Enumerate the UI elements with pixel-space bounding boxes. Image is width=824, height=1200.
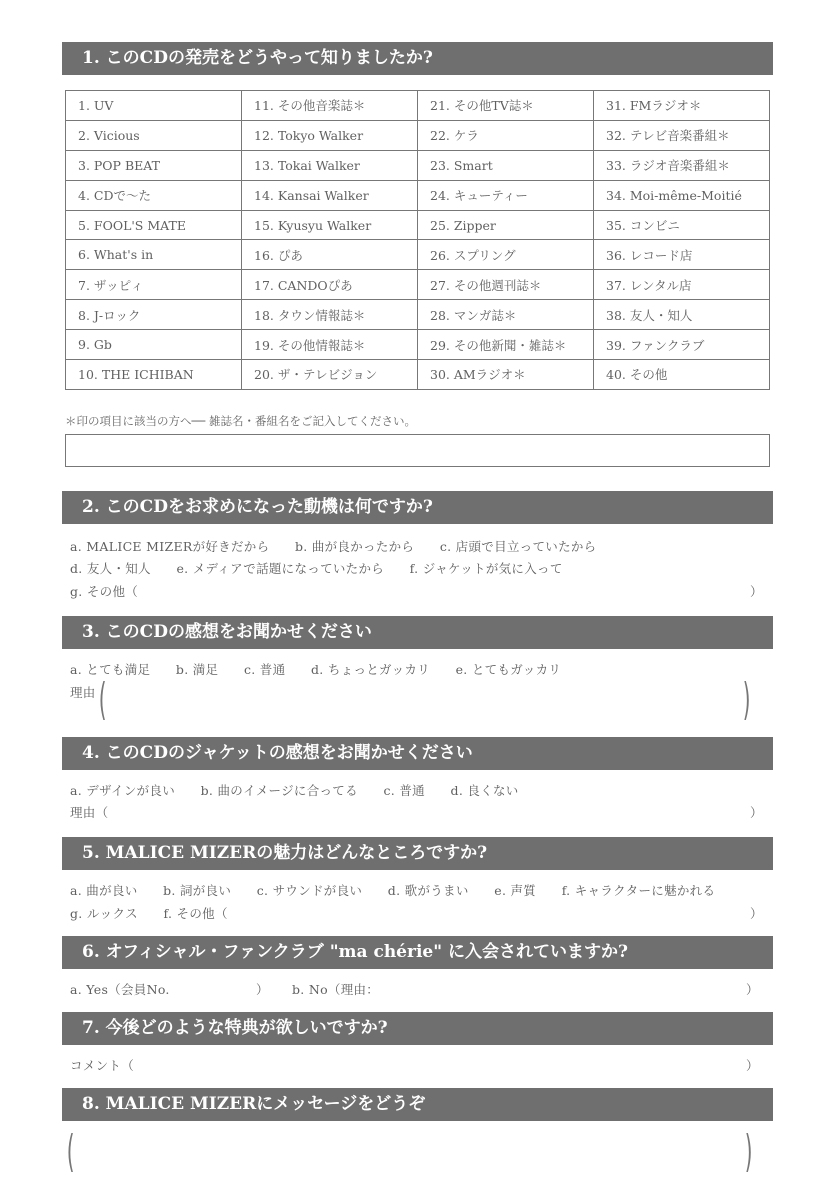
q1-option-cell[interactable]: 27. その他週刊誌＊	[418, 270, 594, 300]
q1-option-cell[interactable]: 16. ぴあ	[242, 240, 418, 270]
q1-option-cell[interactable]: 32. テレビ音楽番組＊	[594, 120, 770, 150]
q1-table-row	[66, 270, 770, 300]
q3-reason-open: (	[98, 674, 107, 725]
q1-option-cell[interactable]: 11. その他音楽誌＊	[242, 91, 418, 121]
q6-yes-close: ）	[256, 982, 269, 997]
q5-options-line-2[interactable]: g. ルックス f. その他（	[70, 906, 228, 921]
q6-header: 6. オフィシャル・ファンクラブ "ma chérie" に入会されていますか?	[62, 936, 773, 969]
q1-header: 1. このCDの発売をどうやって知りましたか?	[62, 42, 773, 75]
q1-option-cell[interactable]: 24. キューティー	[418, 180, 594, 210]
q1-table-row	[66, 150, 770, 180]
q1-option-cell[interactable]: 35. コンビニ	[594, 210, 770, 240]
q2-other[interactable]: g. その他（	[70, 584, 139, 599]
q2-options-line-1[interactable]: a. MALICE MIZERが好きだから b. 曲が良かったから c. 店頭で目立っていたから	[70, 539, 597, 554]
q1-table-row	[66, 360, 770, 390]
q1-option-cell[interactable]: 4. CDで〜た	[66, 180, 242, 210]
q1-table-row	[66, 300, 770, 330]
q1-option-cell[interactable]: 1. UV	[66, 91, 242, 121]
q1-option-cell[interactable]: 40. その他	[594, 360, 770, 390]
q1-table-row	[66, 120, 770, 150]
q1-table-row	[66, 240, 770, 270]
q1-note: ＊印の項目に該当の方へ── 雑誌名・番組名をご記入してください。	[65, 414, 416, 428]
q1-table-row	[66, 180, 770, 210]
q1-option-cell[interactable]: 9. Gb	[66, 330, 242, 360]
q4-reason[interactable]: 理由（	[70, 805, 109, 820]
q8-message-close: )	[744, 1126, 753, 1177]
q7-header: 7. 今後どのような特典が欲しいですか?	[62, 1012, 773, 1045]
q1-option-cell[interactable]: 21. その他TV誌＊	[418, 91, 594, 121]
q1-option-cell[interactable]: 8. J-ロック	[66, 300, 242, 330]
q1-option-cell[interactable]: 22. ケラ	[418, 120, 594, 150]
q6-yes-option[interactable]: a. Yes（会員No.	[70, 982, 170, 997]
q1-option-cell[interactable]: 2. Vicious	[66, 120, 242, 150]
q2-header: 2. このCDをお求めになった動機は何ですか?	[62, 491, 773, 524]
q1-option-cell[interactable]: 28. マンガ誌＊	[418, 300, 594, 330]
q8-message-open: (	[66, 1126, 75, 1177]
q1-option-cell[interactable]: 26. スプリング	[418, 240, 594, 270]
q1-option-cell[interactable]: 23. Smart	[418, 150, 594, 180]
q1-option-cell[interactable]: 14. Kansai Walker	[242, 180, 418, 210]
q1-table-row	[66, 330, 770, 360]
q6-no-close: ）	[746, 982, 759, 997]
q7-comment[interactable]: コメント（	[70, 1058, 135, 1073]
q1-option-cell[interactable]: 25. Zipper	[418, 210, 594, 240]
q1-option-cell[interactable]: 39. ファンクラブ	[594, 330, 770, 360]
q3-reason-close: )	[742, 674, 751, 725]
q3-options-line[interactable]: a. とても満足 b. 満足 c. 普通 d. ちょっとガッカリ e. とてもガッカリ	[70, 662, 562, 677]
q1-option-cell[interactable]: 37. レンタル店	[594, 270, 770, 300]
q5-header: 5. MALICE MIZERの魅力はどんなところですか?	[62, 837, 773, 870]
q1-option-cell[interactable]: 33. ラジオ音楽番組＊	[594, 150, 770, 180]
q6-no-option[interactable]: b. No（理由：	[292, 982, 380, 997]
q1-option-cell[interactable]: 6. What's in	[66, 240, 242, 270]
q2-other-close: ）	[750, 584, 763, 599]
q1-option-cell[interactable]: 19. その他情報誌＊	[242, 330, 418, 360]
q1-option-cell[interactable]: 13. Tokai Walker	[242, 150, 418, 180]
q3-header: 3. このCDの感想をお聞かせください	[62, 616, 773, 649]
q1-option-cell[interactable]: 36. レコード店	[594, 240, 770, 270]
q1-option-cell[interactable]: 5. FOOL'S MATE	[66, 210, 242, 240]
q1-option-cell[interactable]: 29. その他新聞・雑誌＊	[418, 330, 594, 360]
q1-option-cell[interactable]: 17. CANDOぴあ	[242, 270, 418, 300]
q1-option-cell[interactable]: 15. Kyusyu Walker	[242, 210, 418, 240]
q4-reason-close: ）	[750, 805, 763, 820]
q3-reason-label: 理由	[70, 685, 96, 700]
q1-option-cell[interactable]: 38. 友人・知人	[594, 300, 770, 330]
q1-options-table	[65, 90, 770, 390]
q2-options-line-2[interactable]: d. 友人・知人 e. メディアで話題になっていたから f. ジャケットが気に入って	[70, 561, 563, 576]
q1-write-in-box[interactable]	[65, 434, 770, 467]
q1-option-cell[interactable]: 12. Tokyo Walker	[242, 120, 418, 150]
q4-header: 4. このCDのジャケットの感想をお聞かせください	[62, 737, 773, 770]
q1-option-cell[interactable]: 30. AMラジオ＊	[418, 360, 594, 390]
q1-table-row	[66, 210, 770, 240]
q5-options-line-1[interactable]: a. 曲が良い b. 詞が良い c. サウンドが良い d. 歌がうまい e. 声質 f. キャラクターに魅かれる	[70, 883, 716, 898]
q1-option-cell[interactable]: 31. FMラジオ＊	[594, 91, 770, 121]
q8-header: 8. MALICE MIZERにメッセージをどうぞ	[62, 1088, 773, 1121]
q4-options-line[interactable]: a. デザインが良い b. 曲のイメージに合ってる c. 普通 d. 良くない	[70, 783, 519, 798]
q1-option-cell[interactable]: 20. ザ・テレビジョン	[242, 360, 418, 390]
q5-other-close: ）	[750, 906, 763, 921]
q1-option-cell[interactable]: 18. タウン情報誌＊	[242, 300, 418, 330]
q1-table-row	[66, 91, 770, 121]
q1-option-cell[interactable]: 34. Moi-même-Moitié	[594, 180, 770, 210]
q1-option-cell[interactable]: 7. ザッピィ	[66, 270, 242, 300]
q1-option-cell[interactable]: 10. THE ICHIBAN	[66, 360, 242, 390]
q7-comment-close: ）	[746, 1058, 759, 1073]
q1-option-cell[interactable]: 3. POP BEAT	[66, 150, 242, 180]
